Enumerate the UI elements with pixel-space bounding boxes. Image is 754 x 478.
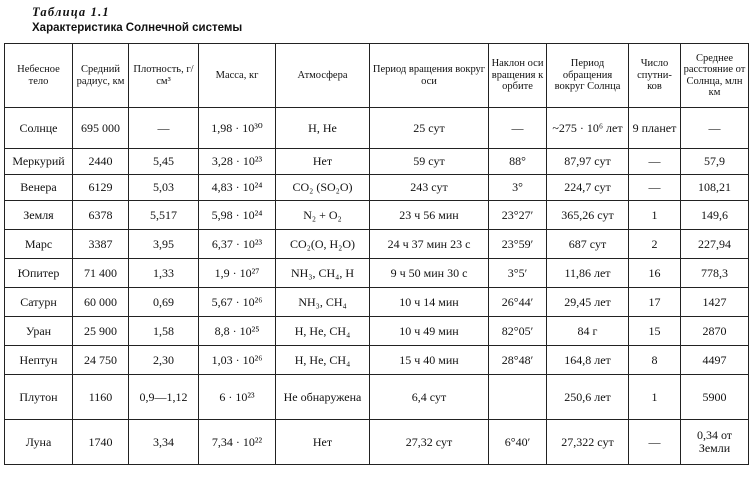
cell-rotation: 23 ч 56 мин — [370, 201, 489, 230]
cell-satellites: — — [629, 175, 681, 201]
cell-density: 5,03 — [129, 175, 199, 201]
cell-distance: 227,94 — [681, 230, 749, 259]
cell-distance: 108,21 — [681, 175, 749, 201]
cell-orbit: 27,322 сут — [547, 420, 629, 465]
cell-radius: 60 000 — [73, 288, 129, 317]
cell-tilt: 88° — [489, 149, 547, 175]
cell-name: Марс — [5, 230, 73, 259]
cell-radius: 3387 — [73, 230, 129, 259]
cell-radius: 2440 — [73, 149, 129, 175]
cell-rotation: 59 сут — [370, 149, 489, 175]
cell-tilt: 6°40′ — [489, 420, 547, 465]
cell-rotation: 25 сут — [370, 108, 489, 149]
cell-distance: 778,3 — [681, 259, 749, 288]
cell-satellites: — — [629, 420, 681, 465]
header-distance: Среднее расстояние от Солнца, млн км — [681, 44, 749, 108]
cell-name: Сатурн — [5, 288, 73, 317]
cell-satellites: 1 — [629, 375, 681, 420]
cell-rotation: 15 ч 40 мин — [370, 346, 489, 375]
cell-rotation: 10 ч 14 мин — [370, 288, 489, 317]
cell-mass: 1,9 · 10²⁷ — [199, 259, 276, 288]
cell-density: 3,95 — [129, 230, 199, 259]
cell-mass: 7,34 · 10²² — [199, 420, 276, 465]
table-row — [5, 149, 749, 175]
cell-mass: 3,28 · 10²³ — [199, 149, 276, 175]
cell-tilt: 3°5′ — [489, 259, 547, 288]
cell-tilt: 23°27′ — [489, 201, 547, 230]
cell-name: Венера — [5, 175, 73, 201]
table-caption: Таблица 1.1 — [32, 5, 110, 19]
cell-radius: 71 400 — [73, 259, 129, 288]
cell-distance: 57,9 — [681, 149, 749, 175]
cell-orbit: ~275 · 10⁶ лет — [547, 108, 629, 149]
cell-mass: 1,03 · 10²⁶ — [199, 346, 276, 375]
table-row — [5, 230, 749, 259]
cell-orbit: 224,7 сут — [547, 175, 629, 201]
cell-tilt: 26°44′ — [489, 288, 547, 317]
cell-tilt: 82°05′ — [489, 317, 547, 346]
cell-name: Луна — [5, 420, 73, 465]
cell-atmosphere: H, He — [276, 108, 370, 149]
cell-atmosphere: Не обнаружена — [276, 375, 370, 420]
cell-density: 0,9—1,12 — [129, 375, 199, 420]
header-body: Небесное тело — [5, 44, 73, 108]
cell-mass: 5,67 · 10²⁶ — [199, 288, 276, 317]
cell-distance: 5900 — [681, 375, 749, 420]
cell-satellites: 1 — [629, 201, 681, 230]
cell-atmosphere: Нет — [276, 149, 370, 175]
cell-mass: 5,98 · 10²⁴ — [199, 201, 276, 230]
cell-satellites: 8 — [629, 346, 681, 375]
cell-atmosphere: NH₃, CH₄, H — [276, 259, 370, 288]
header-satellites: Число спутни-ков — [629, 44, 681, 108]
cell-satellites: 16 — [629, 259, 681, 288]
cell-name: Юпитер — [5, 259, 73, 288]
cell-orbit: 87,97 сут — [547, 149, 629, 175]
header-mass: Масса, кг — [199, 44, 276, 108]
cell-density: — — [129, 108, 199, 149]
cell-name: Меркурий — [5, 149, 73, 175]
cell-radius: 6129 — [73, 175, 129, 201]
cell-name: Солнце — [5, 108, 73, 149]
cell-atmosphere: CO₂(O, H₂O) — [276, 230, 370, 259]
cell-distance: 1427 — [681, 288, 749, 317]
cell-satellites: 17 — [629, 288, 681, 317]
cell-distance: 2870 — [681, 317, 749, 346]
cell-radius: 1160 — [73, 375, 129, 420]
table-row — [5, 201, 749, 230]
cell-atmosphere: Нет — [276, 420, 370, 465]
cell-orbit: 84 г — [547, 317, 629, 346]
cell-tilt: 28°48′ — [489, 346, 547, 375]
table-row — [5, 317, 749, 346]
cell-atmosphere: H, He, CH₄ — [276, 346, 370, 375]
cell-tilt: 23°59′ — [489, 230, 547, 259]
cell-tilt: 3° — [489, 175, 547, 201]
cell-density: 1,58 — [129, 317, 199, 346]
cell-orbit: 11,86 лет — [547, 259, 629, 288]
cell-radius: 1740 — [73, 420, 129, 465]
cell-density: 2,30 — [129, 346, 199, 375]
header-density: Плотность, г/см³ — [129, 44, 199, 108]
cell-rotation: 9 ч 50 мин 30 с — [370, 259, 489, 288]
cell-orbit: 365,26 сут — [547, 201, 629, 230]
cell-orbit: 29,45 лет — [547, 288, 629, 317]
cell-satellites: 9 планет — [629, 108, 681, 149]
table-row — [5, 375, 749, 420]
cell-name: Плутон — [5, 375, 73, 420]
table-row — [5, 259, 749, 288]
cell-orbit: 250,6 лет — [547, 375, 629, 420]
cell-distance: 0,34 от Земли — [681, 420, 749, 465]
table-row — [5, 175, 749, 201]
cell-density: 1,33 — [129, 259, 199, 288]
header-tilt: Наклон оси вращения к орбите — [489, 44, 547, 108]
cell-distance: 4497 — [681, 346, 749, 375]
cell-density: 0,69 — [129, 288, 199, 317]
table-row — [5, 288, 749, 317]
cell-mass: 8,8 · 10²⁵ — [199, 317, 276, 346]
cell-orbit: 164,8 лет — [547, 346, 629, 375]
cell-satellites: 2 — [629, 230, 681, 259]
cell-distance: — — [681, 108, 749, 149]
table-row — [5, 108, 749, 149]
cell-rotation: 24 ч 37 мин 23 с — [370, 230, 489, 259]
table-body — [5, 108, 749, 465]
cell-distance: 149,6 — [681, 201, 749, 230]
cell-mass: 6 · 10²³ — [199, 375, 276, 420]
cell-tilt: — — [489, 108, 547, 149]
cell-rotation: 243 сут — [370, 175, 489, 201]
cell-rotation: 27,32 сут — [370, 420, 489, 465]
cell-satellites: — — [629, 149, 681, 175]
table-row — [5, 346, 749, 375]
cell-atmosphere: N₂ + O₂ — [276, 201, 370, 230]
cell-mass: 4,83 · 10²⁴ — [199, 175, 276, 201]
header-radius: Средний радиус, км — [73, 44, 129, 108]
cell-orbit: 687 сут — [547, 230, 629, 259]
table-title: Характеристика Солнечной системы — [32, 22, 243, 34]
header-rotation: Период вращения вокруг оси — [370, 44, 489, 108]
cell-rotation: 6,4 сут — [370, 375, 489, 420]
cell-name: Уран — [5, 317, 73, 346]
cell-radius: 24 750 — [73, 346, 129, 375]
cell-mass: 6,37 · 10²³ — [199, 230, 276, 259]
cell-satellites: 15 — [629, 317, 681, 346]
cell-name: Земля — [5, 201, 73, 230]
cell-tilt — [489, 375, 547, 420]
header-atmosphere: Атмосфера — [276, 44, 370, 108]
cell-radius: 6378 — [73, 201, 129, 230]
cell-radius: 695 000 — [73, 108, 129, 149]
cell-mass: 1,98 · 10³⁰ — [199, 108, 276, 149]
cell-density: 5,517 — [129, 201, 199, 230]
cell-density: 3,34 — [129, 420, 199, 465]
header-row — [5, 44, 749, 108]
cell-atmosphere: NH₃, CH₄ — [276, 288, 370, 317]
table-row — [5, 420, 749, 465]
header-orbit: Период обращения вокруг Солнца — [547, 44, 629, 108]
cell-atmosphere: CO₂ (SO₂O) — [276, 175, 370, 201]
cell-density: 5,45 — [129, 149, 199, 175]
cell-atmosphere: H, He, CH₄ — [276, 317, 370, 346]
cell-radius: 25 900 — [73, 317, 129, 346]
cell-rotation: 10 ч 49 мин — [370, 317, 489, 346]
solar-system-table — [4, 43, 749, 465]
cell-name: Нептун — [5, 346, 73, 375]
